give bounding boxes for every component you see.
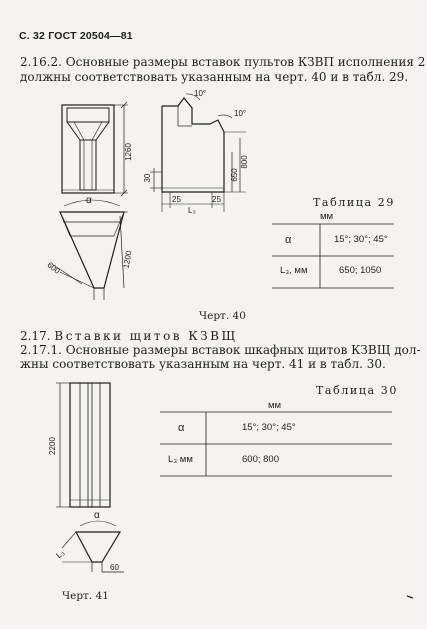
table30-title: Таблица 30 xyxy=(316,384,398,397)
table29-title: Таблица 29 xyxy=(313,196,395,209)
fig40-dim-l3: L₃ xyxy=(188,206,196,215)
paragraph-2162-line2: должны соответствовать указанным на черт. 40 и в табл. 29. xyxy=(20,70,409,84)
fig40-dim-alpha: α xyxy=(86,195,92,206)
figure41-caption: Черт. 41 xyxy=(62,590,109,602)
table30-unit: мм xyxy=(268,400,282,411)
table29-row2-param: L₃, мм xyxy=(280,265,308,276)
table29-row2-value: 650; 1050 xyxy=(339,265,382,276)
section-217-title: Вставки щитов КЗВЩ xyxy=(54,329,238,343)
fig41-dim-alpha: α xyxy=(94,510,100,521)
table29-unit: мм xyxy=(320,211,334,222)
fig41-panel-view xyxy=(56,383,110,507)
table30-row2-value: 600; 800 xyxy=(242,454,279,465)
fig40-dim-800: 800 xyxy=(240,155,249,169)
paragraph-2162-line1: 2.16.2. Основные размеры вставок пультов КЗВП исполнения 2 xyxy=(20,55,426,69)
section-217-heading xyxy=(20,329,238,344)
fig40-dim-angle-top: 10° xyxy=(194,89,207,98)
table29-row1-param: α xyxy=(285,234,292,246)
paragraph-2171-line1: 2.17.1. Основные размеры вставок шкафных щитов КЗВЩ дол- xyxy=(20,343,421,357)
figure40-caption: Черт. 40 xyxy=(199,310,246,322)
fig40-dim-25-left: 25 xyxy=(172,195,181,204)
paragraph-2171-line2: жны соответствовать указанным на черт. 41 и в табл. 30. xyxy=(20,357,386,371)
table30-row1-value: 15°; 30°; 45° xyxy=(242,422,296,433)
table30-row1-param: α xyxy=(178,422,185,434)
fig40-side-view xyxy=(150,94,246,212)
fig40-dim-30: 30 xyxy=(143,173,152,183)
fig40-front-view xyxy=(62,102,128,196)
fig40-dim-650: 650 xyxy=(230,168,239,182)
fig40-dim-25-right: 25 xyxy=(212,195,221,204)
fig40-wedge-view xyxy=(52,200,128,300)
fig40-dim-1200: 1200 xyxy=(121,250,134,270)
fig41-dim-2200: 2200 xyxy=(48,437,57,455)
fig40-dim-1260: 1260 xyxy=(124,143,133,161)
fig40-dim-600: 600 xyxy=(45,260,62,276)
table29-row1-value: 15°; 30°; 45° xyxy=(334,234,388,245)
table30-row2-param: L₃ мм xyxy=(168,454,193,465)
section-217-number: 2.17. xyxy=(20,329,51,343)
running-header: С. 32 ГОСТ 20504—81 xyxy=(19,30,133,42)
fig40-dim-angle-side: 10° xyxy=(234,109,247,118)
fig41-dim-l3: L₃ xyxy=(54,548,67,561)
fig41-dim-60: 60 xyxy=(110,563,119,572)
